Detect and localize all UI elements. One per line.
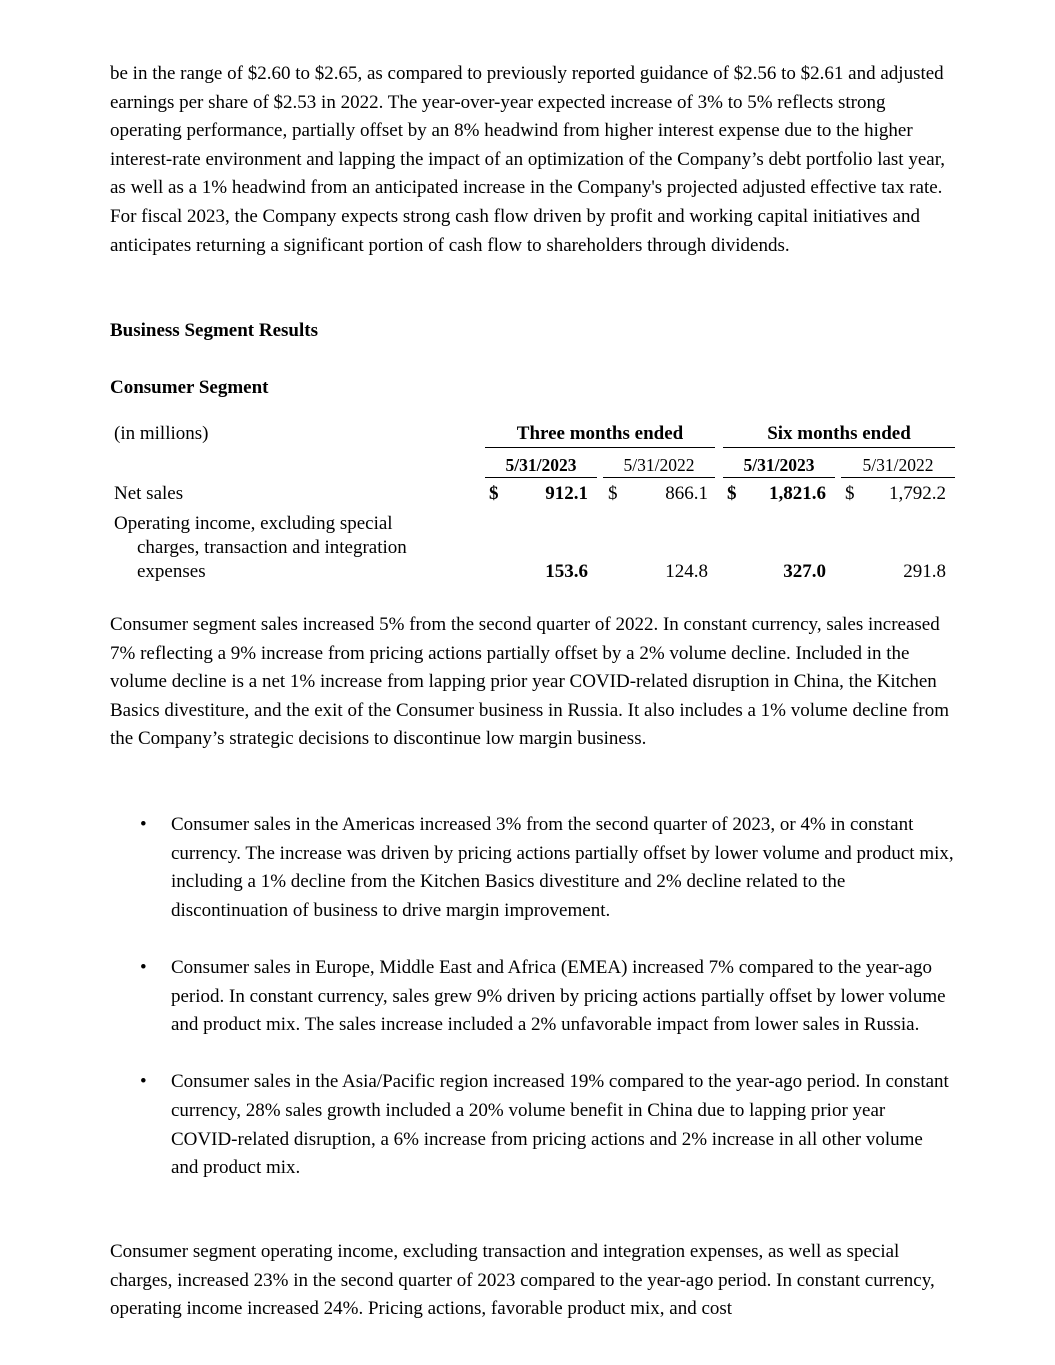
list-item [110, 1068, 955, 1182]
op-income-six-2023: 327.0 [783, 561, 826, 582]
currency-three-2023: $ [489, 483, 499, 504]
currency-three-2022: $ [608, 483, 618, 504]
six-months-underline [723, 447, 955, 448]
op-income-three-2023: 153.6 [545, 561, 588, 582]
row-label-operating-income-line3: expenses [137, 561, 206, 582]
segment-sales-paragraph: Consumer segment sales increased 5% from the second quarter of 2022. In constant currency, sales increased 7% reflecting a 9% increase from pricing actions partially offset by a 2% volume decline. Included in the volume decline is a net 1% increase from lapping prior year COVID-related disruption in China, the Kitchen Basics divestiture, and the exit of the Consumer business in Russia. It also includes a 1% volume decline from the Company’s strategic decisions to discontinue low margin business. [110, 614, 950, 750]
row-label-net-sales: Net sales [114, 483, 184, 504]
col-six-2023: 5/31/2023 [743, 455, 815, 475]
op-income-six-2022: 291.8 [903, 561, 946, 582]
consumer-segment-table [110, 420, 955, 590]
bullet-icon: • [140, 956, 147, 978]
col-six-2023-underline [723, 477, 835, 478]
net-sales-six-2022: 1,792.2 [889, 483, 946, 504]
col-three-2022: 5/31/2022 [623, 455, 695, 475]
three-months-underline [485, 447, 715, 448]
op-income-three-2022: 124.8 [665, 561, 708, 582]
list-item [110, 954, 955, 1040]
six-months-header: Six months ended [767, 423, 911, 444]
bullet-icon: • [140, 814, 147, 835]
intro-paragraph: be in the range of $2.60 to $2.65, as compared to previously reported guidance of $2.56 to $2.61 and adjusted earnings per share of $2.53 in 2022. The year-over-year expected increase of 3% to 5% reflects strong operating performance, partially offset by an 8% headwind from higher interest expense due to the higher interest-rate environment and lapping the impact of an optimization of the Company’s debt portfolio last year, as well as a 1% headwind from an anticipated increase in the Company's projected adjusted effective tax rate. For fiscal 2023, the Company expects strong cash flow driven by profit and working capital initiatives and anticipates returning a significant portion of cash flow to shareholders through dividends. [110, 63, 946, 256]
row-label-operating-income-line1: Operating income, excluding special [114, 513, 393, 534]
three-months-header: Three months ended [516, 423, 684, 444]
col-three-2023: 5/31/2023 [505, 455, 577, 475]
currency-six-2023: $ [727, 483, 737, 504]
operating-income-paragraph: Consumer segment operating income, excluding transaction and integration expenses, as well as special charges, increased 23% in the second quarter of 2023 compared to the year-ago period. In constant currency, operating income increased 24%. Pricing actions, favorable product mix, and cost [110, 1241, 935, 1320]
business-segment-heading: Business Segment Results [110, 320, 318, 341]
consumer-segment-heading: Consumer Segment [110, 377, 269, 398]
col-six-2022-underline [841, 477, 955, 478]
regional-bullet-list [110, 811, 955, 1211]
bullet-text-americas: Consumer sales in the Americas increased 3% from the second quarter of 2023, or 4% in constant currency. The increase was driven by pricing actions partially offset by lower volume and product mix, including a 1% decline from the Kitchen Basics divestiture and 2% decline related to the discontinuation of business to drive margin improvement. [171, 814, 954, 921]
col-three-2022-underline [603, 477, 715, 478]
units-label: (in millions) [114, 423, 209, 444]
bullet-text-asia-pacific: Consumer sales in the Asia/Pacific region increased 19% compared to the year-ago period. In constant currency, 28% sales growth included a 20% volume benefit in China due to lapping prior year COVID-related disruption, a 6% increase from pricing actions and 2% increase in all other volume and product mix. [171, 1071, 949, 1179]
net-sales-six-2023: 1,821.6 [769, 483, 826, 504]
col-six-2022: 5/31/2022 [862, 455, 934, 475]
currency-six-2022: $ [845, 483, 855, 504]
list-item [110, 811, 955, 925]
net-sales-three-2023: 912.1 [545, 483, 588, 504]
col-three-2023-underline [485, 477, 597, 478]
bullet-text-emea: Consumer sales in Europe, Middle East and Africa (EMEA) increased 7% compared to the year-ago period. In constant currency, sales grew 9% driven by pricing actions partially offset by lower volume and product mix. The sales increase included a 2% unfavorable impact from lower sales in Russia. [171, 956, 946, 1036]
bullet-icon: • [140, 1071, 147, 1093]
net-sales-three-2022: 866.1 [665, 483, 708, 504]
row-label-operating-income-line2: charges, transaction and integration [137, 537, 407, 558]
